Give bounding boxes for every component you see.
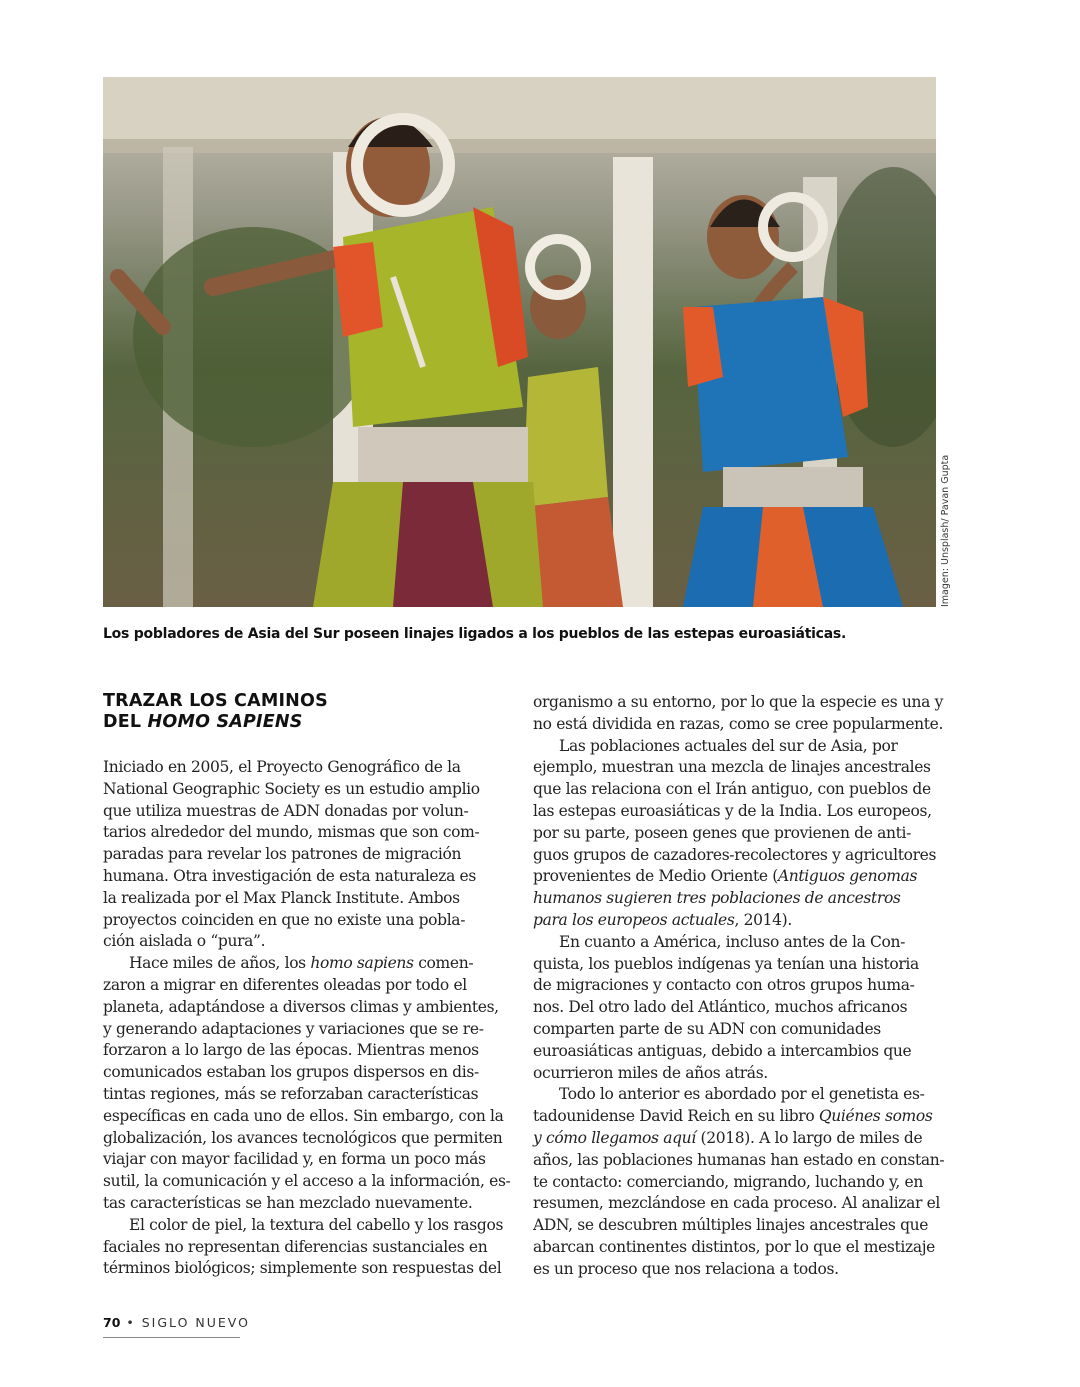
body-line: Iniciado en 2005, el Proyecto Genográfico de la: [103, 758, 461, 776]
left-column: [103, 757, 511, 1280]
body-line: zaron a migrar en diferentes oleadas por todo el: [103, 975, 467, 994]
body-line: forzaron a lo largo de las épocas. Mientras menos: [103, 1041, 479, 1060]
dancers-photo: [103, 77, 936, 607]
body-line: tarios alrededor del mundo, mismas que son com-: [103, 823, 480, 842]
body-line: guos grupos de cazadores-recolectores y agricultores: [533, 845, 937, 864]
body-line: tadounidense David Reich en su libro Quiénes somos: [533, 1107, 933, 1126]
body-line: quista, los pueblos indígenas ya tenían una historia: [533, 954, 919, 973]
body-line: paradas para revelar los patrones de migración: [103, 845, 462, 864]
body-line: términos biológicos; simplemente son respuestas del: [103, 1259, 502, 1278]
body-line: humana. Otra investigación de esta naturaleza es: [103, 866, 476, 885]
body-line: globalización, los avances tecnológicos que permiten: [103, 1128, 503, 1147]
body-line: y generando adaptaciones y variaciones que se re-: [103, 1019, 484, 1038]
body-line: ción aislada o “pura”.: [103, 932, 266, 951]
body-line: El color de piel, la textura del cabello y los rasgos: [129, 1215, 504, 1234]
body-line: la realizada por el Max Planck Institute. Ambos: [103, 888, 460, 907]
heading-line-2: DEL HOMO SAPIENS: [103, 712, 303, 732]
section-heading: [103, 691, 503, 733]
body-line: años, las poblaciones humanas han estado en constan-: [533, 1150, 945, 1169]
body-line: viajar con mayor facilidad y, en forma un poco más: [103, 1150, 486, 1169]
body-line: comparten parte de su ADN con comunidades: [533, 1019, 881, 1038]
magazine-name: SIGLO NUEVO: [141, 1315, 250, 1330]
body-line: Todo lo anterior es abordado por el genetista es-: [559, 1085, 925, 1104]
body-line: Las poblaciones actuales del sur de Asia, por: [559, 736, 898, 755]
body-line: específicas en cada uno de ellos. Sin embargo, con la: [103, 1106, 504, 1125]
photo-credit: Imagen: Unsplash/ Pavan Gupta: [940, 454, 951, 607]
body-line: de migraciones y contacto con otros grupos huma-: [533, 976, 915, 995]
body-line: por su parte, poseen genes que provienen de anti-: [533, 823, 912, 842]
body-line: organismo a su entorno, por lo que la especie es una y: [533, 693, 944, 711]
right-column: [533, 692, 945, 1281]
body-line: euroasiáticas antiguas, debido a intercambios que: [533, 1041, 912, 1060]
body-line: En cuanto a América, incluso antes de la Con-: [559, 932, 906, 951]
dancers-illustration: [103, 77, 936, 607]
body-line: no está dividida en razas, como se cree popularmente.: [533, 714, 944, 733]
body-line: y cómo llegamos aquí (2018). A lo largo de miles de: [533, 1128, 923, 1147]
body-line: provenientes de Medio Oriente (Antiguos genomas: [533, 867, 918, 886]
body-line: para los europeos actuales, 2014).: [533, 910, 792, 929]
body-line: National Geographic Society es un estudio amplio: [103, 779, 480, 798]
footer-separator: •: [126, 1315, 136, 1330]
body-line: comunicados estaban los grupos dispersos en dis-: [103, 1063, 479, 1082]
body-line: proyectos coinciden en que no existe una pobla-: [103, 910, 466, 929]
body-line: tintas regiones, más se reforzaban características: [103, 1084, 479, 1103]
heading-line-1: TRAZAR LOS CAMINOS: [103, 691, 328, 711]
body-line: tas características se han mezclado nuevamente.: [103, 1193, 473, 1212]
body-line: te contacto: comerciando, migrando, luchando y, en: [533, 1172, 923, 1191]
body-line: que las relaciona con el Irán antiguo, con pueblos de: [533, 780, 931, 799]
page-number: 70: [103, 1315, 121, 1330]
body-line: faciales no representan diferencias sustanciales en: [103, 1237, 488, 1256]
body-line: las estepas euroasiáticas y de la India. Los europeos,: [533, 801, 932, 820]
body-line: humanos sugieren tres poblaciones de ancestros: [533, 889, 901, 908]
body-line: abarcan continentes distintos, por lo que el mestizaje: [533, 1237, 935, 1256]
body-line: ocurrieron miles de años atrás.: [533, 1063, 768, 1082]
body-line: es un proceso que nos relaciona a todos.: [533, 1259, 839, 1278]
body-line: planeta, adaptándose a diversos climas y ambientes,: [103, 997, 499, 1016]
body-line: resumen, mezclándose en cada proceso. Al analizar el: [533, 1194, 941, 1213]
body-line: ejemplo, muestran una mezcla de linajes ancestrales: [533, 758, 931, 777]
body-line: nos. Del otro lado del Atlántico, muchos africanos: [533, 998, 908, 1017]
body-line: Hace miles de años, los homo sapiens comen-: [129, 954, 474, 973]
photo-caption: Los pobladores de Asia del Sur poseen linajes ligados a los pueblos de las estepas euroasiáticas.: [103, 626, 847, 642]
page-footer: [103, 1315, 250, 1330]
body-line: sutil, la comunicación y el acceso a la información, es-: [103, 1172, 511, 1191]
body-line: que utiliza muestras de ADN donadas por volun-: [103, 801, 469, 820]
footer-rule: [103, 1337, 240, 1338]
body-line: ADN, se descubren múltiples linajes ancestrales que: [533, 1216, 929, 1235]
